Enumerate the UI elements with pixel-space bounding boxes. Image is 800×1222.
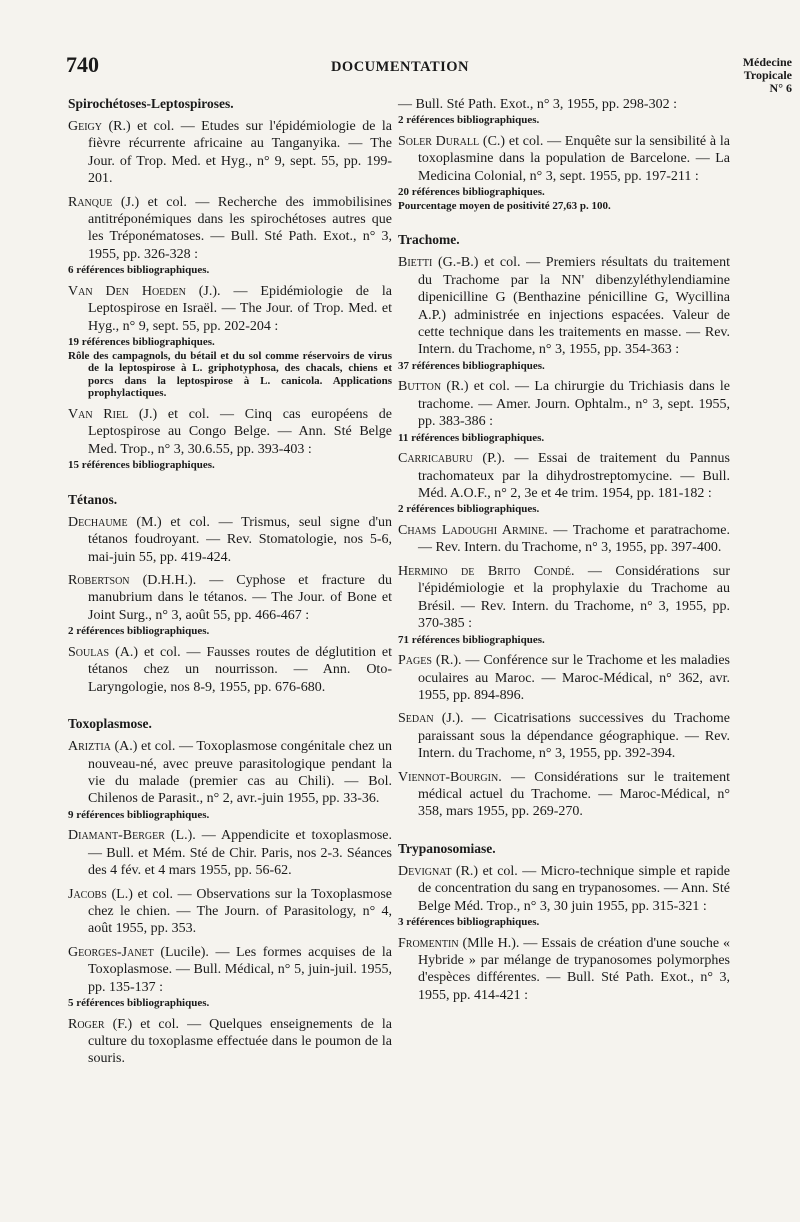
entry-author: Soler Durall bbox=[398, 134, 480, 149]
journal-tag-line: Tropicale bbox=[743, 68, 792, 82]
reference-entry bbox=[68, 1016, 392, 1068]
entry-text: (D.H.H.). — Cyphose et fracture du manubrium dans le tétanos. — The Jour. of Bone et Joint Surg., n° 3, août 55, pp. 466-467 : bbox=[88, 573, 392, 623]
page-header bbox=[0, 0, 800, 100]
entry-author: Jacobs bbox=[68, 886, 107, 902]
entry-note: 2 références bibliographiques. bbox=[398, 503, 540, 516]
entry-note: Rôle des campagnols, du bétail et du sol comme réservoirs de virus de la leptospirose à L. griphotyphosa, des chacals, chiens et porcs dans la leptospirose à L. canicola. Applications prophylactiques. bbox=[68, 349, 392, 400]
entry-author: Georges-Janet bbox=[68, 944, 154, 960]
entry-text: (R.). — Conférence sur le Trachome et les maladies oculaires au Maroc. — Maroc-Médical, n° 362, avr. 1955, pp. 894-896. bbox=[418, 653, 730, 703]
entry-note: 3 références bibliographiques. bbox=[398, 915, 540, 928]
entry-text: — Bull. Sté Path. Exot., n° 3, 1955, pp. 298-302 : bbox=[398, 97, 677, 112]
reference-entry bbox=[398, 710, 730, 762]
entry-author: Viennot-Bourgin bbox=[398, 769, 499, 785]
reference-entry bbox=[68, 194, 392, 277]
right-column bbox=[398, 96, 730, 1010]
reference-entry bbox=[68, 572, 392, 638]
entry-author: Devignat bbox=[398, 863, 452, 879]
reference-entry bbox=[398, 378, 730, 444]
entry-author: Ranque bbox=[68, 194, 113, 210]
journal-tag-line: N° 6 bbox=[769, 81, 792, 95]
entry-text: . — Trachome et paratrachome. — Rev. Intern. du Trachome, n° 3, 1955, pp. 397-400. bbox=[418, 523, 730, 556]
entry-text: (R.) et col. — Micro-technique simple et rapide de concentration du sang en trypanosomes. — Ann. Sté Belge Méd. Trop., n° 3, 30 juin 1955, pp. 315-321 : bbox=[418, 863, 730, 914]
entry-note: 71 références bibliographiques. bbox=[398, 633, 545, 646]
reference-entry bbox=[398, 254, 730, 372]
reference-entry bbox=[68, 514, 392, 566]
entry-author: Soulas bbox=[68, 644, 110, 660]
section-heading: Trachome. bbox=[398, 232, 460, 248]
reference-entry bbox=[398, 96, 730, 127]
entry-text: (J.). — Epidémiologie de la Leptospirose en Israël. — The Jour. of Trop. Med. et Hyg., n° 9, sept. 55, pp. 202-204 : bbox=[88, 283, 392, 334]
reference-entry bbox=[398, 769, 730, 821]
entry-text: (R.) et col. — La chirurgie du Trichiasis dans le trachome. — Amer. Journ. Ophtalm., n° 3, sept. 1955, pp. 383-386 : bbox=[418, 379, 730, 430]
entry-text: (Mlle H.). — Essais de création d'une souche « Hybride » par mélange de trypanosomes polymorphes d'espèces différentes. — Bull. Sté Path. Exot., n° 3, 1955, pp. 414-421 : bbox=[418, 935, 730, 1003]
entry-text: (G.-B.) et col. — Premiers résultats du traitement du Trachome par la NN' dibenzyléthylendiamine dipenicilline G (Benthazine pénicilline G, Wycillina A.P.) administrée en injections espacées. Valeur de cette technique dans les traitements en masse. — Rev. Intern. du Trachome, n° 3, 1955, pp. 354-363 : bbox=[418, 255, 730, 358]
entry-note: 11 références bibliographiques. bbox=[398, 431, 545, 444]
entry-author: Dechaume bbox=[68, 514, 128, 530]
entry-text: (Lucile). — Les formes acquises de la Toxoplasmose. — Bull. Médical, n° 5, juin-juil. 1955, pp. 135-137 : bbox=[88, 944, 392, 995]
section-heading: Tétanos. bbox=[68, 491, 118, 507]
reference-entry bbox=[398, 863, 730, 929]
reference-entry bbox=[68, 944, 392, 1010]
reference-entry bbox=[398, 522, 730, 557]
entry-text: (L.) et col. — Observations sur la Toxoplasmose chez le chien. — The Journ. of Parasitology, n° 4, août 1955, pp. 353. bbox=[88, 886, 392, 937]
entry-author: Chams Ladoughi Armine bbox=[398, 523, 545, 539]
running-title: DOCUMENTATION bbox=[330, 59, 470, 75]
journal-tag-line: Médecine bbox=[742, 55, 792, 69]
entry-author: Geigy bbox=[68, 119, 102, 134]
entry-author: Sedan bbox=[398, 711, 434, 727]
journal-tag bbox=[743, 56, 792, 95]
entry-note: 2 références bibliographiques. bbox=[398, 114, 540, 127]
entry-author: Bietti bbox=[398, 255, 433, 271]
entry-note: 37 références bibliographiques. bbox=[398, 359, 545, 372]
entry-author: Diamant-Berger bbox=[68, 828, 165, 844]
entry-note: 5 références bibliographiques. bbox=[68, 996, 210, 1009]
reference-entry bbox=[68, 886, 392, 938]
entry-text: (M.) et col. — Trismus, seul signe d'un tétanos foudroyant. — Rev. Stomatologie, nos 5-6, mai-juin 55, pp. 419-424. bbox=[88, 514, 392, 565]
entry-note: 6 références bibliographiques. bbox=[68, 264, 210, 277]
entry-text: (R.) et col. — Etudes sur l'épidémiologie de la fièvre récurrente africaine au Tanganyika. — The Jour. of Trop. Med. et Hyg., n° 9, sept. 55, pp. 199-201. bbox=[88, 119, 392, 187]
entry-text: (A.) et col. — Toxoplasmose congénitale chez un nouveau-né, avec preuve parasitologique pendant la vie du malade (premier cas au Chili). — Bol. Chilenos de Parasit., n° 2, avr.-juin 1955, pp. 33-36. bbox=[88, 739, 392, 807]
entry-note: 20 références bibliographiques. bbox=[398, 186, 545, 199]
reference-entry bbox=[68, 406, 392, 472]
entry-text: . — Considérations sur le traitement médical actuel du Trachome. — Maroc-Médical, n° 358, mars 1955, pp. 269-270. bbox=[418, 769, 730, 820]
entry-text: (F.) et col. — Quelques enseignements de la culture du toxoplasme effectuée dans le poumon de la souris. bbox=[88, 1016, 392, 1067]
entry-note: 15 références bibliographiques. bbox=[68, 459, 215, 472]
entry-author: Roger bbox=[68, 1016, 105, 1032]
entry-text: (J.). — Cicatrisations successives du Trachome paraissant sous la dépendance géographique. — Rev. Intern. du Trachome, n° 3, 1955, pp. 392-394. bbox=[418, 711, 730, 762]
entry-text: (J.) et col. — Cinq cas européens de Leptospirose au Congo Belge. — Ann. Sté Belge Med. Trop., n° 3, 30.6.55, pp. 393-403 : bbox=[88, 407, 392, 457]
reference-entry bbox=[68, 118, 392, 188]
entry-author: Fromentin bbox=[398, 935, 459, 951]
reference-entry bbox=[398, 935, 730, 1005]
entry-author: Ariztia bbox=[68, 739, 111, 755]
section-heading: Trypanosomiase. bbox=[398, 840, 496, 856]
entry-author: Van Riel bbox=[68, 407, 129, 423]
reference-entry bbox=[398, 133, 730, 212]
entry-author: Robertson bbox=[68, 573, 130, 589]
entry-text: . — Considérations sur l'épidémiologie et la prophylaxie du Trachome au Brésil. — Rev. Intern. du Trachome, n° 3, 1955, pp. 370-385 : bbox=[418, 563, 730, 632]
reference-entry bbox=[68, 827, 392, 879]
entry-note: Pourcentage moyen de positivité 27,63 p. 100. bbox=[398, 199, 611, 212]
reference-entry bbox=[68, 283, 392, 400]
entry-note: 2 références bibliographiques. bbox=[68, 625, 210, 638]
reference-entry bbox=[68, 738, 392, 821]
entry-note: 19 références bibliographiques. bbox=[68, 336, 215, 349]
entry-text: (A.) et col. — Fausses routes de déglutition et tétanos chez un nourrisson. — Ann. Oto-Laryngologie, nos 8-9, 1955, pp. 676-680. bbox=[88, 644, 392, 695]
entry-author: Pages bbox=[398, 653, 432, 669]
entry-text: (C.) et col. — Enquête sur la sensibilité à la toxoplasmine dans la population de Barcelone. — La Medicina Colonial, n° 3, sept. 1955, pp. 197-211 : bbox=[418, 134, 730, 184]
reference-entry bbox=[68, 644, 392, 696]
section-heading: Toxoplasmose. bbox=[68, 716, 152, 732]
entry-text: (P.). — Essai de traitement du Pannus trachomateux par la dihydrostreptomycine. — Bull. Méd. A.O.F., n° 2, 3e et 4e trim. 1954, pp. 181-182 : bbox=[418, 451, 730, 502]
reference-entry bbox=[398, 450, 730, 516]
entry-author: Van Den Hoeden bbox=[68, 283, 186, 299]
entry-author: Button bbox=[398, 379, 442, 395]
left-column bbox=[68, 96, 392, 1074]
reference-entry bbox=[398, 652, 730, 704]
entry-text: (J.) et col. — Recherche des immobilisines antitréponémiques dans les spirochétoses autres que les Tréponématoses. — Bull. Sté Path. Exot., n° 3, 1955, pp. 326-328 : bbox=[88, 194, 392, 262]
entry-note: 9 références bibliographiques. bbox=[68, 808, 210, 821]
entry-author: Carricaburu bbox=[398, 451, 473, 467]
page-number: 740 bbox=[66, 52, 99, 77]
entry-author: Hermino de Brito Condé bbox=[398, 563, 571, 579]
entry-text: (L.). — Appendicite et toxoplasmose. — Bull. et Mém. Sté de Chir. Paris, nos 2-3. Séances des 4 fév. et 4 mars 1955, pp. 56-62. bbox=[88, 828, 392, 879]
reference-entry bbox=[398, 563, 730, 646]
section-heading: Spirochétoses-Leptospiroses. bbox=[68, 96, 234, 111]
